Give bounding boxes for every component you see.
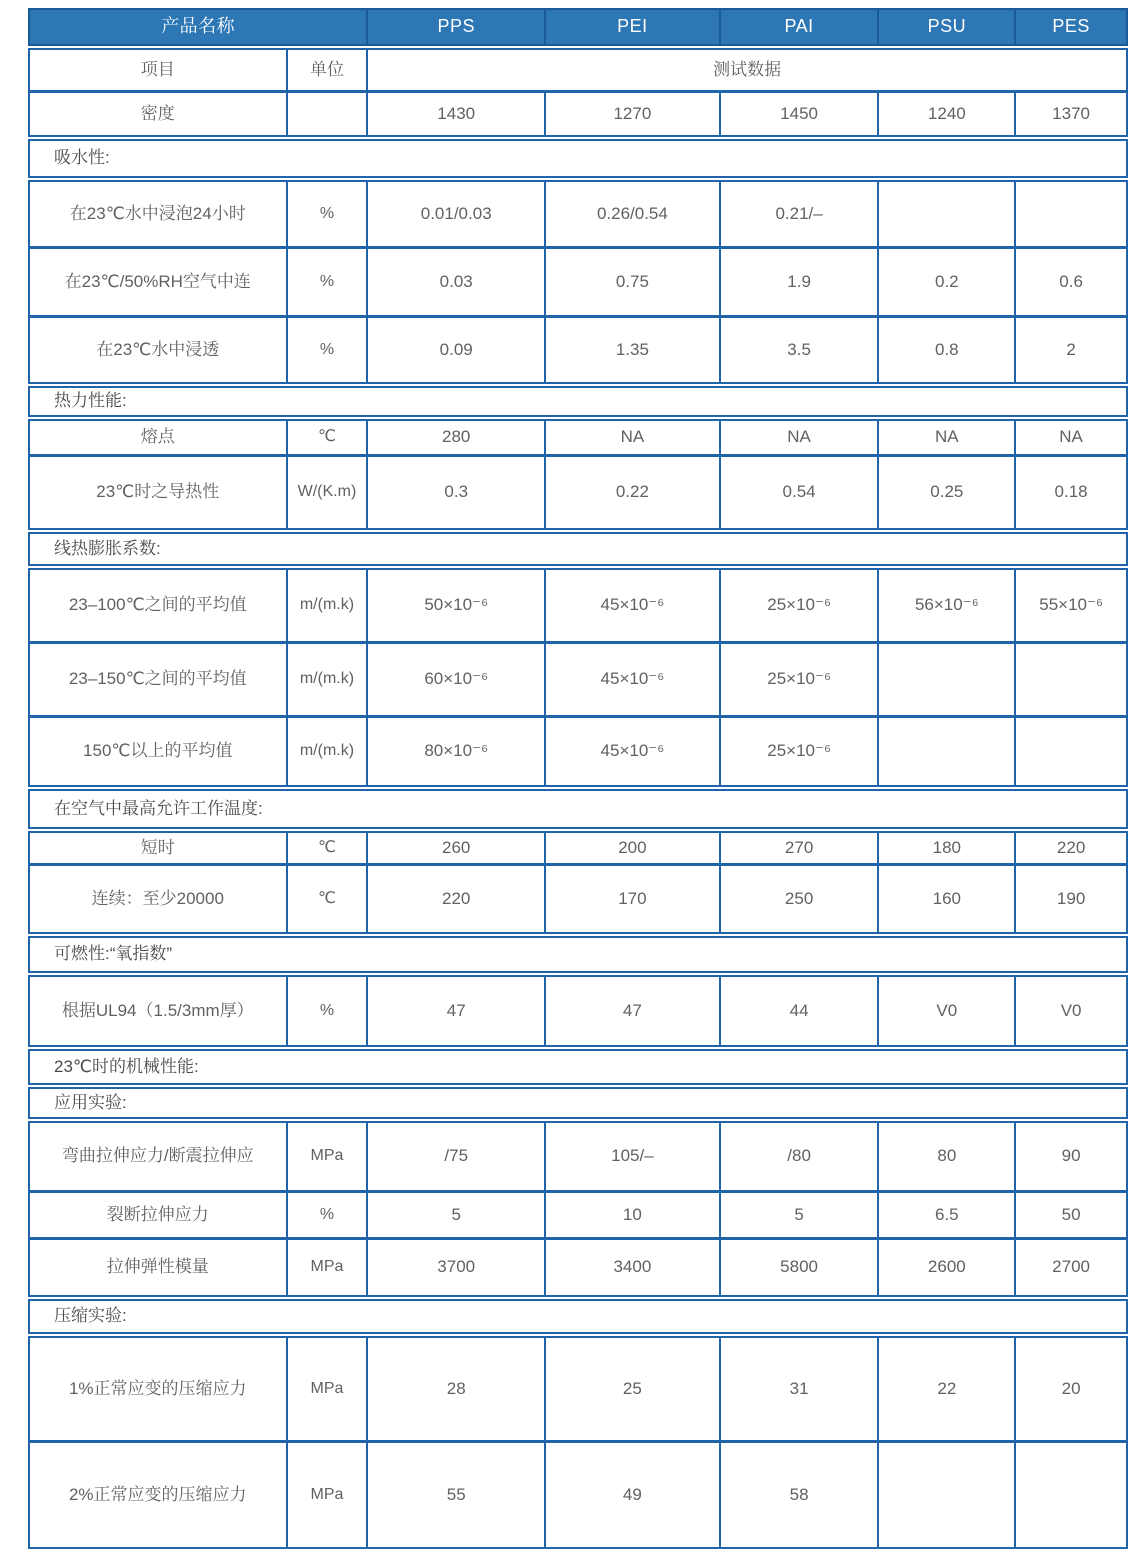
value-cell: 20 [1014, 1338, 1126, 1440]
section-header-label: 23℃时的机械性能: [54, 1056, 199, 1076]
value-cell: NA [1014, 421, 1126, 454]
unit-cell: MPa [286, 1338, 367, 1440]
value-cell: 170 [544, 866, 719, 932]
value-cell: 3.5 [719, 318, 878, 382]
table-row [28, 716, 1128, 787]
value-cell: 55×10⁻⁶ [1014, 570, 1126, 641]
test-data-header: 测试数据 [366, 50, 1126, 90]
value-cell: /75 [366, 1123, 544, 1190]
section-header-label: 线热膨胀系数: [54, 538, 161, 558]
value-cell: 190 [1014, 866, 1126, 932]
unit-cell: W/(K.m) [286, 457, 367, 528]
value-cell [877, 644, 1014, 715]
value-cell: 200 [544, 833, 719, 863]
item-column-header: 项目 [140, 59, 175, 79]
value-cell: 5800 [719, 1240, 878, 1295]
section-header-label: 压缩实验: [54, 1306, 127, 1326]
section-header-row [28, 1087, 1128, 1119]
product-column-header-pps: PPS [366, 10, 544, 44]
value-cell: 2700 [1014, 1240, 1126, 1295]
value-cell: 5 [366, 1193, 544, 1237]
value-cell: 25×10⁻⁶ [719, 570, 878, 641]
value-cell: 47 [366, 977, 544, 1045]
value-cell: 0.25 [877, 457, 1014, 528]
value-cell: 1430 [366, 93, 544, 135]
value-cell [877, 718, 1014, 785]
value-cell: 280 [366, 421, 544, 454]
value-cell: 0.26/0.54 [544, 182, 719, 246]
value-cell: 0.54 [719, 457, 878, 528]
value-cell [1014, 644, 1126, 715]
row-label: 23–150℃之间的平均值 [68, 669, 247, 689]
section-header-row [28, 936, 1128, 973]
value-cell: 25 [544, 1338, 719, 1440]
value-cell: 0.21/– [719, 182, 878, 246]
value-cell: 56×10⁻⁶ [877, 570, 1014, 641]
value-cell: 80×10⁻⁶ [366, 718, 544, 785]
table-row [28, 1121, 1128, 1192]
value-cell: 55 [366, 1443, 544, 1547]
row-label: 2%正常应变的压缩应力 [68, 1484, 247, 1504]
unit-cell: MPa [286, 1443, 367, 1547]
value-cell: 0.09 [366, 318, 544, 382]
section-header-row [28, 139, 1128, 178]
section-header-label: 在空气中最高允许工作温度: [54, 798, 263, 818]
row-label: 在23℃水中浸透 [96, 339, 220, 359]
unit-cell: m/(m.k) [286, 718, 367, 785]
value-cell: 3400 [544, 1240, 719, 1295]
table-row [28, 1191, 1128, 1239]
value-cell: 45×10⁻⁶ [544, 570, 719, 641]
product-column-header-pei: PEI [544, 10, 719, 44]
value-cell: 28 [366, 1338, 544, 1440]
value-cell: 44 [719, 977, 878, 1045]
unit-cell: ℃ [286, 421, 367, 454]
value-cell: 1.35 [544, 318, 719, 382]
section-header-label: 热力性能: [54, 391, 127, 411]
row-label: 熔点 [140, 427, 175, 447]
unit-cell: % [286, 249, 367, 315]
value-cell [877, 1443, 1014, 1547]
section-header-row [28, 1299, 1128, 1334]
table-row [28, 247, 1128, 317]
value-cell: 1270 [544, 93, 719, 135]
unit-cell: m/(m.k) [286, 644, 367, 715]
material-spec-table [28, 8, 1128, 1549]
value-cell: /80 [719, 1123, 878, 1190]
value-cell: 0.6 [1014, 249, 1126, 315]
table-row [28, 568, 1128, 643]
row-label: 150℃以上的平均值 [83, 741, 233, 761]
value-cell: 49 [544, 1443, 719, 1547]
table-row [28, 419, 1128, 456]
value-cell: 50×10⁻⁶ [366, 570, 544, 641]
row-label: 1%正常应变的压缩应力 [68, 1378, 247, 1398]
table-header-row [28, 8, 1128, 46]
value-cell: 0.75 [544, 249, 719, 315]
unit-cell: MPa [286, 1123, 367, 1190]
value-cell [1014, 182, 1126, 246]
value-cell: 25×10⁻⁶ [719, 644, 878, 715]
value-cell: 25×10⁻⁶ [719, 718, 878, 785]
section-header-row [28, 532, 1128, 566]
table-row [28, 180, 1128, 248]
section-header-label: 吸水性: [54, 148, 110, 168]
table-row [28, 1336, 1128, 1442]
unit-cell: MPa [286, 1240, 367, 1295]
value-cell [877, 182, 1014, 246]
table-row [28, 48, 1128, 92]
table-row [28, 642, 1128, 717]
value-cell: 60×10⁻⁶ [366, 644, 544, 715]
unit-cell: % [286, 182, 367, 246]
value-cell [1014, 718, 1126, 785]
unit-cell: ℃ [286, 866, 367, 932]
table-row [28, 864, 1128, 934]
table-row [28, 975, 1128, 1047]
value-cell: 1370 [1014, 93, 1126, 135]
row-label: 弯曲拉伸应力/断震拉伸应 [61, 1146, 254, 1166]
table-row [28, 91, 1128, 137]
unit-cell: ℃ [286, 833, 367, 863]
table-row [28, 316, 1128, 384]
unit-cell [286, 93, 367, 135]
section-header-label: 可燃性:“氧指数” [54, 944, 173, 964]
value-cell: 1.9 [719, 249, 878, 315]
row-label: 在23℃/50%RH空气中连 [64, 271, 251, 291]
product-column-header-pai: PAI [719, 10, 878, 44]
value-cell: 6.5 [877, 1193, 1014, 1237]
unit-cell: m/(m.k) [286, 570, 367, 641]
row-label: 23℃时之导热性 [96, 482, 220, 502]
value-cell: 45×10⁻⁶ [544, 718, 719, 785]
product-name-header: 产品名称 [161, 16, 236, 37]
value-cell: 2 [1014, 318, 1126, 382]
value-cell: 45×10⁻⁶ [544, 644, 719, 715]
row-label: 裂断拉伸应力 [106, 1204, 209, 1224]
value-cell: 31 [719, 1338, 878, 1440]
row-label: 短时 [140, 837, 175, 857]
value-cell: 270 [719, 833, 878, 863]
value-cell: 2600 [877, 1240, 1014, 1295]
value-cell: 0.3 [366, 457, 544, 528]
unit-cell: % [286, 1193, 367, 1237]
row-label: 在23℃水中浸泡24小时 [69, 203, 246, 223]
value-cell: 0.01/0.03 [366, 182, 544, 246]
table-row [28, 455, 1128, 530]
row-label: 根据UL94（1.5/3mm厚） [61, 1000, 254, 1020]
value-cell: 50 [1014, 1193, 1126, 1237]
row-label: 连续：至少20000 [91, 888, 224, 908]
product-column-header-psu: PSU [877, 10, 1014, 44]
value-cell: 0.18 [1014, 457, 1126, 528]
row-label: 拉伸弹性模量 [106, 1257, 209, 1277]
product-column-header-pes: PES [1014, 10, 1126, 44]
value-cell: NA [544, 421, 719, 454]
value-cell: 10 [544, 1193, 719, 1237]
value-cell: 250 [719, 866, 878, 932]
value-cell: 0.03 [366, 249, 544, 315]
value-cell: 22 [877, 1338, 1014, 1440]
value-cell: 90 [1014, 1123, 1126, 1190]
value-cell: 58 [719, 1443, 878, 1547]
row-label: 23–100℃之间的平均值 [68, 595, 247, 615]
section-header-label: 应用实验: [54, 1092, 127, 1112]
section-header-row [28, 386, 1128, 417]
value-cell: 260 [366, 833, 544, 863]
value-cell: 47 [544, 977, 719, 1045]
unit-column-header: 单位 [286, 50, 367, 90]
section-header-row [28, 1049, 1128, 1085]
value-cell: 0.8 [877, 318, 1014, 382]
section-header-row [28, 789, 1128, 829]
value-cell: 220 [366, 866, 544, 932]
row-label: 密度 [140, 103, 175, 123]
value-cell: 0.22 [544, 457, 719, 528]
unit-cell: % [286, 977, 367, 1045]
table-row [28, 1238, 1128, 1297]
unit-cell: % [286, 318, 367, 382]
value-cell: 0.2 [877, 249, 1014, 315]
value-cell: 5 [719, 1193, 878, 1237]
value-cell: 160 [877, 866, 1014, 932]
value-cell: 105/– [544, 1123, 719, 1190]
value-cell: NA [877, 421, 1014, 454]
value-cell: 3700 [366, 1240, 544, 1295]
value-cell: V0 [877, 977, 1014, 1045]
value-cell: 220 [1014, 833, 1126, 863]
table-row [28, 1441, 1128, 1549]
value-cell [1014, 1443, 1126, 1547]
value-cell: 1240 [877, 93, 1014, 135]
value-cell: V0 [1014, 977, 1126, 1045]
value-cell: 1450 [719, 93, 878, 135]
value-cell: 180 [877, 833, 1014, 863]
value-cell: NA [719, 421, 878, 454]
table-row [28, 831, 1128, 865]
value-cell: 80 [877, 1123, 1014, 1190]
